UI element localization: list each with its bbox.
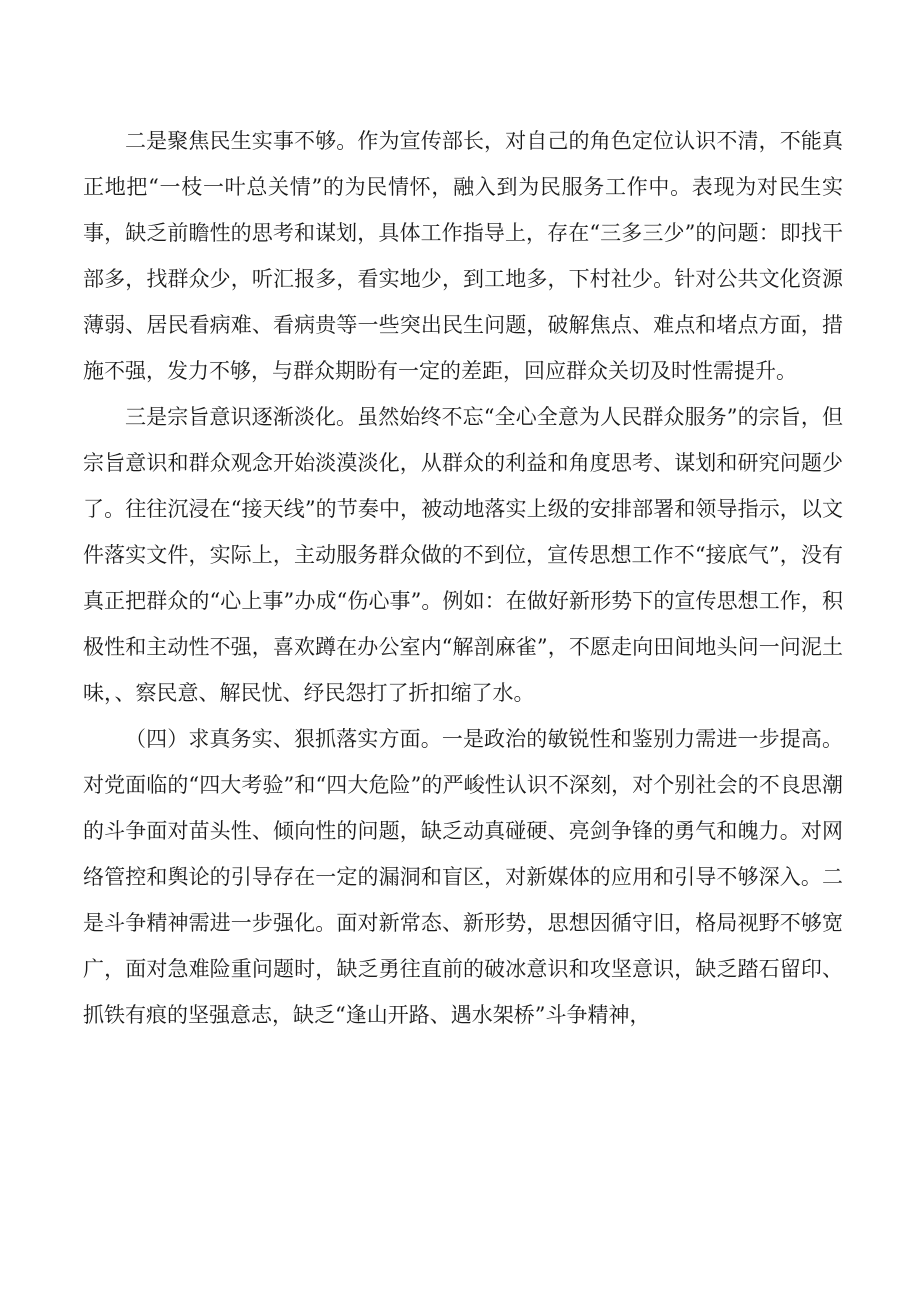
paragraph-livelihood: 二是聚焦民生实事不够。作为宣传部长，对自己的角色定位认识不清，不能真正地把“一枝一叶总关情”的为民情怀，融入到为民服务工作中。表现为对民生实事，缺乏前瞻性的思考和谋划，具体工作指导上，存在“三多三少”的问题：即找干部多，找群众少，听汇报多，看实地少，到工地多，下村社少。针对公共文化资源薄弱、居民看病难、看病贵等一些突出民生问题，破解焦点、难点和堵点方面，措施不强，发力不够，与群众期盼有一定的差距，回应群众关切及时性需提升。 [83, 129, 843, 383]
paragraph-purpose-awareness: 三是宗旨意识逐渐淡化。虽然始终不忘“全心全意为人民群众服务”的宗旨，但宗旨意识和群众观念开始淡漠淡化，从群众的利益和角度思考、谋划和研究问题少了。往往沉浸在“接天线”的节奏中，被动地落实上级的安排部署和领导指示，以文件落实文件，实际上，主动服务群众做的不到位，宣传思想工作不“接底气”，没有真正把群众的“心上事”办成“伤心事”。例如：在做好新形势下的宣传思想工作，积极性和主动性不强，喜欢蹲在办公室内“解剖麻雀”，不愿走向田间地头问一问泥土味，、察民意、解民忧、纾民怨打了折扣缩了水。 [83, 405, 843, 705]
paragraph-pragmatism: （四）求真务实、狠抓落实方面。一是政治的敏锐性和鉴别力需进一步提高。对党面临的“四大考验”和“四大危险”的严峻性认识不深刻，对个别社会的不良思潮的斗争面对苗头性、倾向性的问题，缺乏动真碰硬、亮剑争锋的勇气和魄力。对网络管控和舆论的引导存在一定的漏洞和盲区，对新媒体的应用和引导不够深入。二是斗争精神需进一步强化。面对新常态、新形势，思想因循守旧，格局视野不够宽广，面对急难险重问题时，缺乏勇往直前的破冰意识和攻坚意识，缺乏踏石留印、抓铁有痕的坚强意志，缺乏“逢山开路、遇水架桥”斗争精神， [83, 727, 843, 1027]
document-body [83, 118, 843, 1038]
